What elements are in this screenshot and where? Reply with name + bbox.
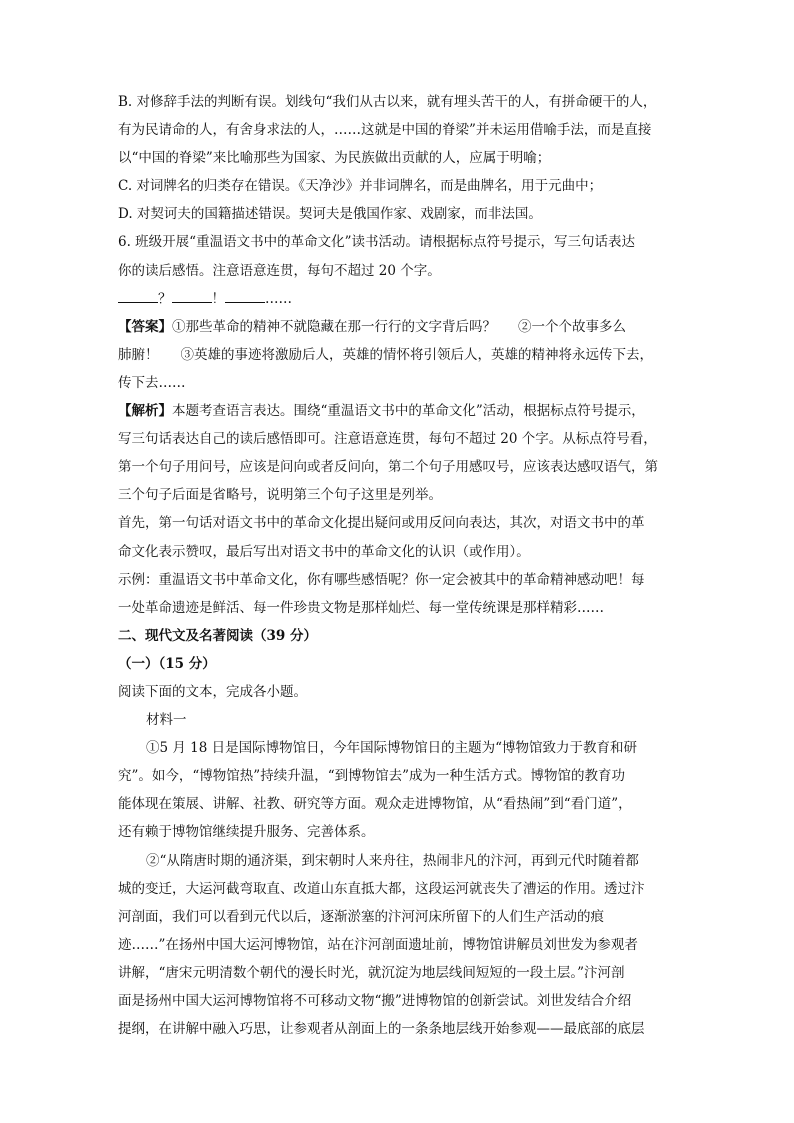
text-line: B. 对修辞手法的判断有误。划线句“我们从古以来，就有埋头苦干的人，有拼命硬干的人， <box>118 94 657 110</box>
question-6-line: 6. 班级开展“重温语文书中的革命文化”读书活动。请根据标点符号提示，写三句话表达 <box>118 234 635 251</box>
answer-text: ②一个个故事多么 <box>518 318 626 335</box>
text-line: 有为民请命的人，有舍身求法的人，……这就是中国的脊梁”并未运用借喻手法，而是直接 <box>118 122 652 139</box>
answer-label: 【答案】 <box>118 318 172 335</box>
analysis-line: 写三句话表达自己的读后感悟即可。注意语意连贯，每句不超过 20 个字。从标点符号看， <box>118 431 657 448</box>
answer-line: 传下去…… <box>118 374 186 391</box>
blank-punct-exclaim: ！ <box>211 290 225 307</box>
analysis-line: 示例：重温语文书中革命文化，你有哪些感悟呢？你一定会被其中的革命精神感动吧！每 <box>118 571 645 588</box>
instruction-line: 阅读下面的文本，完成各小题。 <box>118 683 307 700</box>
answer-blanks-line <box>118 285 684 313</box>
answer-line <box>118 341 684 369</box>
analysis-label: 【解析】 <box>118 403 172 420</box>
answer-text: ③英雄的事迹将激励后人，英雄的情怀将引领后人，英雄的精神将永远传下去， <box>180 346 653 363</box>
passage-line: 究”。如今，“博物馆热”持续升温，“到博物馆去”成为一种生活方式。博物馆的教育功 <box>118 768 626 785</box>
analysis-line: 命文化表示赞叹，最后写出对语文书中的革命文化的认识（或作用）。 <box>118 543 530 560</box>
text-line: 你的读后感悟。注意语意连贯，每句不超过 20 个字。 <box>118 262 441 279</box>
section-title: 二、现代文及名著阅读（39 分） <box>118 627 317 644</box>
analysis-line <box>118 397 684 425</box>
answer-text: ①那些革命的精神不就隐藏在那一行行的文字背后吗？ <box>172 318 496 335</box>
passage-line: 面是扬州中国大运河博物馆将不可移动文物“搬”进博物馆的创新尝试。刘世发结合介绍 <box>118 993 632 1009</box>
blank-punct-ellipsis: …… <box>265 290 292 307</box>
text-line: D. 对契诃夫的国籍描述错误。契诃夫是俄国作家、戏剧家，而非法国。 <box>118 206 542 223</box>
blank-punct-question: ？ <box>158 290 172 307</box>
passage-line: 河剖面，我们可以看到元代以后，逐渐淤塞的汴河河床所留下的人们生产活动的痕 <box>118 908 604 925</box>
analysis-line: 三个句子后面是省略号，说明第三个句子这里是列举。 <box>118 487 442 504</box>
passage-line: 能体现在策展、讲解、社教、研究等方面。观众走进博物馆，从“看热闹”到“看门道”， <box>118 796 632 813</box>
passage-line: 迹……”在扬州中国大运河博物馆，站在汴河剖面遗址前，博物馆讲解员刘世发为参观者 <box>118 936 638 953</box>
passage-line: 提纲，在讲解中融入巧思，让参观者从剖面上的一条条地层线开始参观——最底部的底层 <box>118 1021 645 1038</box>
blank-2 <box>172 288 212 303</box>
analysis-line: 一处革命遗迹是鲜活、每一件珍贵文物是那样灿烂、每一堂传统课是那样精彩…… <box>118 599 604 616</box>
passage-line: 还有赖于博物馆继续提升服务、完善体系。 <box>118 824 375 841</box>
analysis-line: 第一个句子用问号，应该是问向或者反问向，第二个句子用感叹号，应该表达感叹语气，第 <box>118 459 658 476</box>
passage-line: 讲解，“唐宋元明清数个朝代的漫长时光，就沉淀为地层线间短短的一段土层。”汴河剖 <box>118 964 625 981</box>
text-line: 以“中国的脊梁”来比喻那些为国家、为民族做出贡献的人，应属于明喻； <box>118 150 551 167</box>
analysis-text: 本题考查语言表达。围绕“重温语文书中的革命文化”活动，根据标点符号提示， <box>172 403 645 420</box>
material-heading: 材料一 <box>146 712 187 729</box>
text-line: C. 对词牌名的归类存在错误。《天净沙》并非词牌名，而是曲牌名，用于元曲中； <box>118 178 603 195</box>
subsection-title: （一）（15 分） <box>118 655 216 672</box>
blank-3 <box>225 288 265 303</box>
passage-line: ②“从隋唐时期的通济渠，到宋朝时人来舟往，热闹非凡的汴河，再到元代时随着都 <box>146 852 639 869</box>
passage-line: ①5 月 18 日是国际博物馆日，今年国际博物馆日的主题为“博物馆致力于教育和研 <box>146 740 638 757</box>
passage <box>118 734 684 1043</box>
answer-text: 肺腑！ <box>118 346 159 363</box>
passage-line: 城的变迁，大运河截弯取直、改道山东直抵大都，这段运河就丧失了漕运的作用。透过汴 <box>118 880 645 897</box>
blank-1 <box>118 288 158 303</box>
document-page <box>118 88 684 1043</box>
analysis-line: 首先，第一句话对语文书中的革命文化提出疑问或用反问向表达，其次，对语文书中的革 <box>118 515 645 532</box>
answer-line <box>118 313 684 341</box>
